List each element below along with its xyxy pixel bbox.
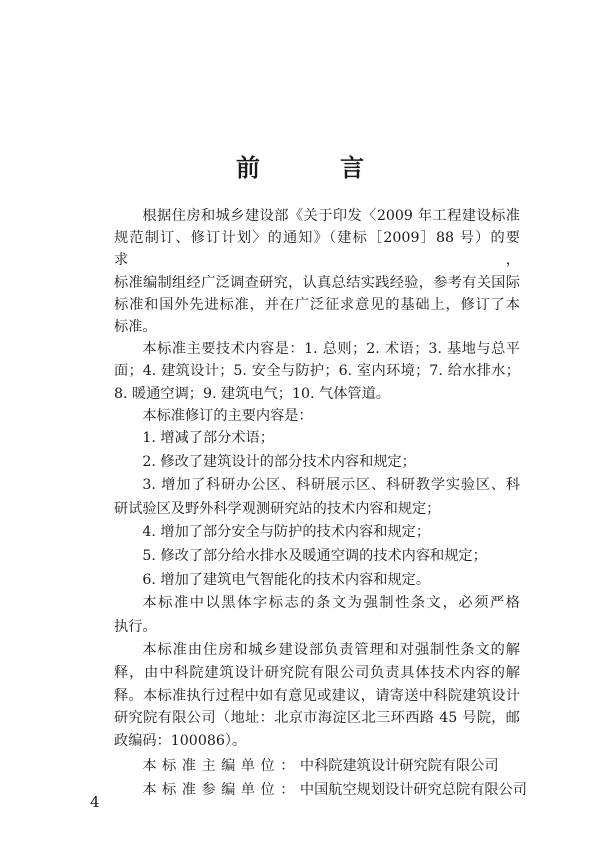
chief-editor-value: 中科院建筑设计研究院有限公司 [299,758,499,775]
revision-item-4: 4. 增加了部分安全与防护的技术内容和规定； [142,524,431,541]
text-line: 8. 暖通空调；9. 建筑电气；10. 气体管道。 [114,385,390,402]
participating-value: 中国航空规划设计研究总院有限公司 [299,782,527,799]
text-line: 政编码：100086）。 [114,732,247,749]
paragraph-basis [114,205,520,338]
text-line: 规范制订、修订计划〉的通知》（建标［2009］88 号）的要求， [114,230,520,269]
participating-label: 本标准参编单位： [142,782,300,799]
page-title: 前 言 [236,153,392,182]
text-line: 本标准主要技术内容是：1. 总则；2. 术语；3. 基地与总平 [142,341,520,358]
paragraph-main-contents [114,338,520,405]
text-line: 研试验区及野外科学观测研究站的技术内容和规定； [114,500,441,517]
text-line: 执行。 [114,618,157,635]
text-line: 本标准由住房和城乡建设部负责管理和对强制性条文的解 [142,642,520,659]
text-line: 根据住房和城乡建设部《关于印发〈2009 年工程建设标准 [142,208,520,224]
text-line: 释。本标准执行过程中如有意见或建议，请寄送中科院建筑设计 [114,687,520,704]
text-line: 本标准中以黑体字标志的条文为强制性条文，必须严格 [142,595,520,612]
text-line: 释，由中科院建筑设计研究院有限公司负责具体技术内容的解 [114,664,520,681]
revision-item-1: 1. 增减了部分术语； [142,430,274,447]
text-line: 标准。 [114,319,157,336]
text-line: 3. 增加了科研办公区、科研展示区、科研教学实验区、科 [142,477,520,494]
revision-item-5: 5. 修改了部分给水排水及暖通空调的技术内容和规定； [142,548,487,564]
text-line: 研究院有限公司（地址：北京市海淀区北三环西路 45 号院，邮 [114,710,520,727]
preface-body [114,205,527,802]
text-line: 标准和国外先进标准，并在广泛征求意见的基础上，修订了本 [114,296,520,313]
page-number: 4 [90,793,100,811]
paragraph-mandatory [114,592,520,639]
text-line: 标准编制组经广泛调查研究，认真总结实践经验，参考有关国际 [114,274,520,291]
paragraph-management [114,639,520,752]
chief-editor-label: 本标准主编单位： [142,758,300,775]
revision-item-3 [114,474,520,521]
participating-unit [114,778,527,802]
paragraph-revision-intro: 本标准修订的主要内容是： [142,407,313,424]
chief-editor-unit [114,754,520,778]
text-line: 面；4. 建筑设计；5. 安全与防护；6. 室内环境；7. 给水排水； [114,363,520,380]
revision-item-2: 2. 修改了建筑设计的部分技术内容和规定； [142,453,416,470]
revision-item-6: 6. 增加了建筑电气智能化的技术内容和规定。 [142,571,431,588]
